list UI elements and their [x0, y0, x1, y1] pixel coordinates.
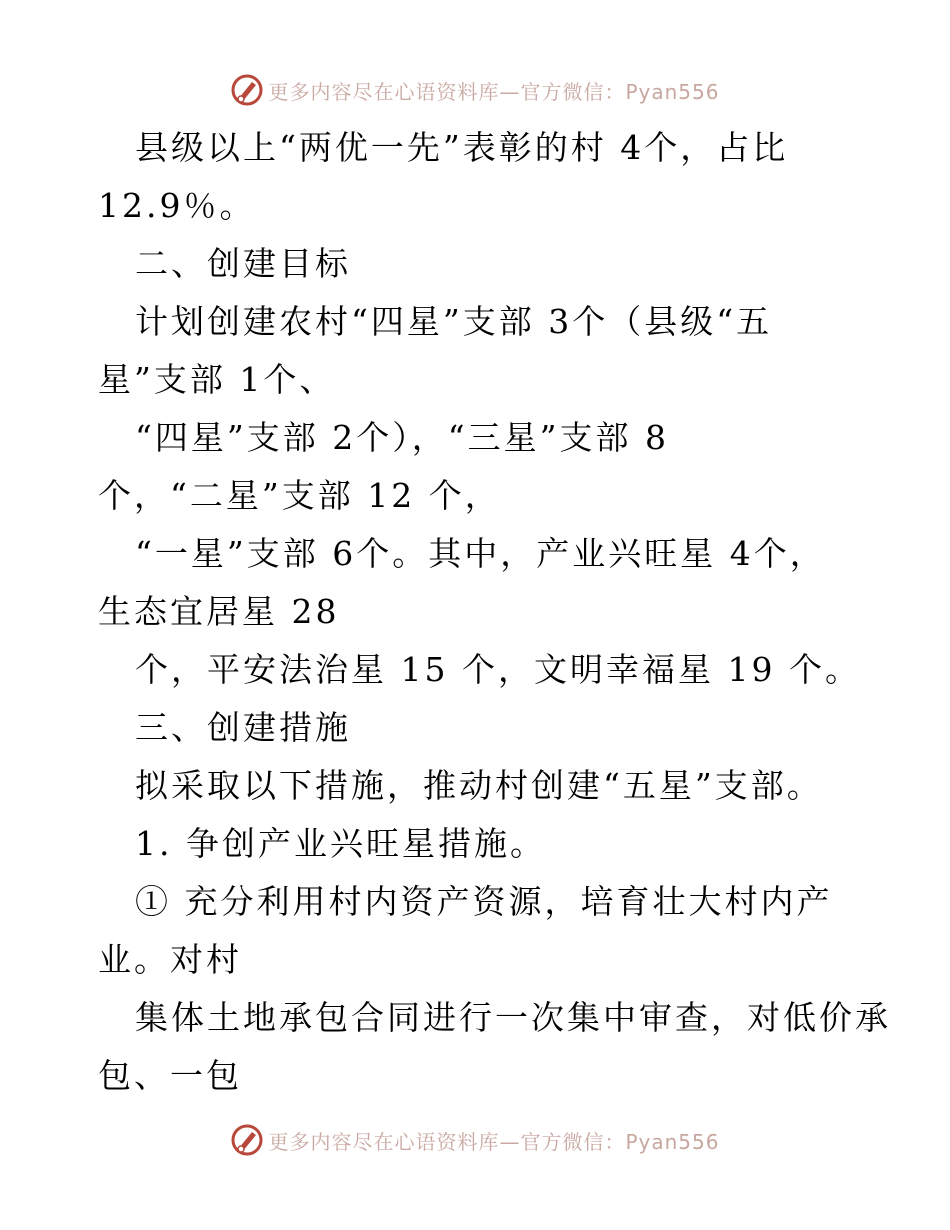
header-watermark [0, 70, 950, 110]
text-line: “一星”支部 6个。其中，产业兴旺星 4个， [135, 534, 826, 573]
text-line: 拟采取以下措施，推动村创建“五星”支部。 [135, 766, 823, 805]
text-line: 星”支部 1个、 [98, 360, 336, 399]
subsection-heading: 1. 争创产业兴旺星措施。 [135, 824, 546, 863]
text-line: ① 充分利用村内资产资源，培育壮大村内产 [135, 882, 833, 921]
text-line: 集体土地承包合同进行一次集中审查，对低价承 [135, 998, 891, 1037]
pen-logo-icon [230, 73, 264, 107]
text-line: 县级以上“两优一先”表彰的村 4个，占比 [135, 128, 789, 167]
watermark-text: 更多内容尽在心语资料库—官方微信：Pyan556 [268, 1129, 720, 1154]
text-line: 生态宜居星 28 [98, 592, 340, 631]
text-line: “四星”支部 2个），“三星”支部 8 [135, 418, 669, 457]
pen-logo-icon [230, 1123, 264, 1157]
footer-watermark [0, 1120, 950, 1160]
section-heading: 二、创建目标 [135, 244, 351, 283]
text-line: 业。对村 [98, 940, 242, 979]
text-line: 包、一包 [98, 1056, 242, 1095]
text-line: 12.9％。 [98, 186, 256, 225]
text-line: 个，平安法治星 15 个，文明幸福星 19 个。 [135, 650, 861, 689]
watermark-text: 更多内容尽在心语资料库—官方微信：Pyan556 [268, 79, 720, 104]
text-line: 计划创建农村“四星”支部 3个（县级“五 [135, 302, 773, 341]
text-line: 个，“二星”支部 12 个， [98, 476, 501, 515]
section-heading: 三、创建措施 [135, 708, 351, 747]
